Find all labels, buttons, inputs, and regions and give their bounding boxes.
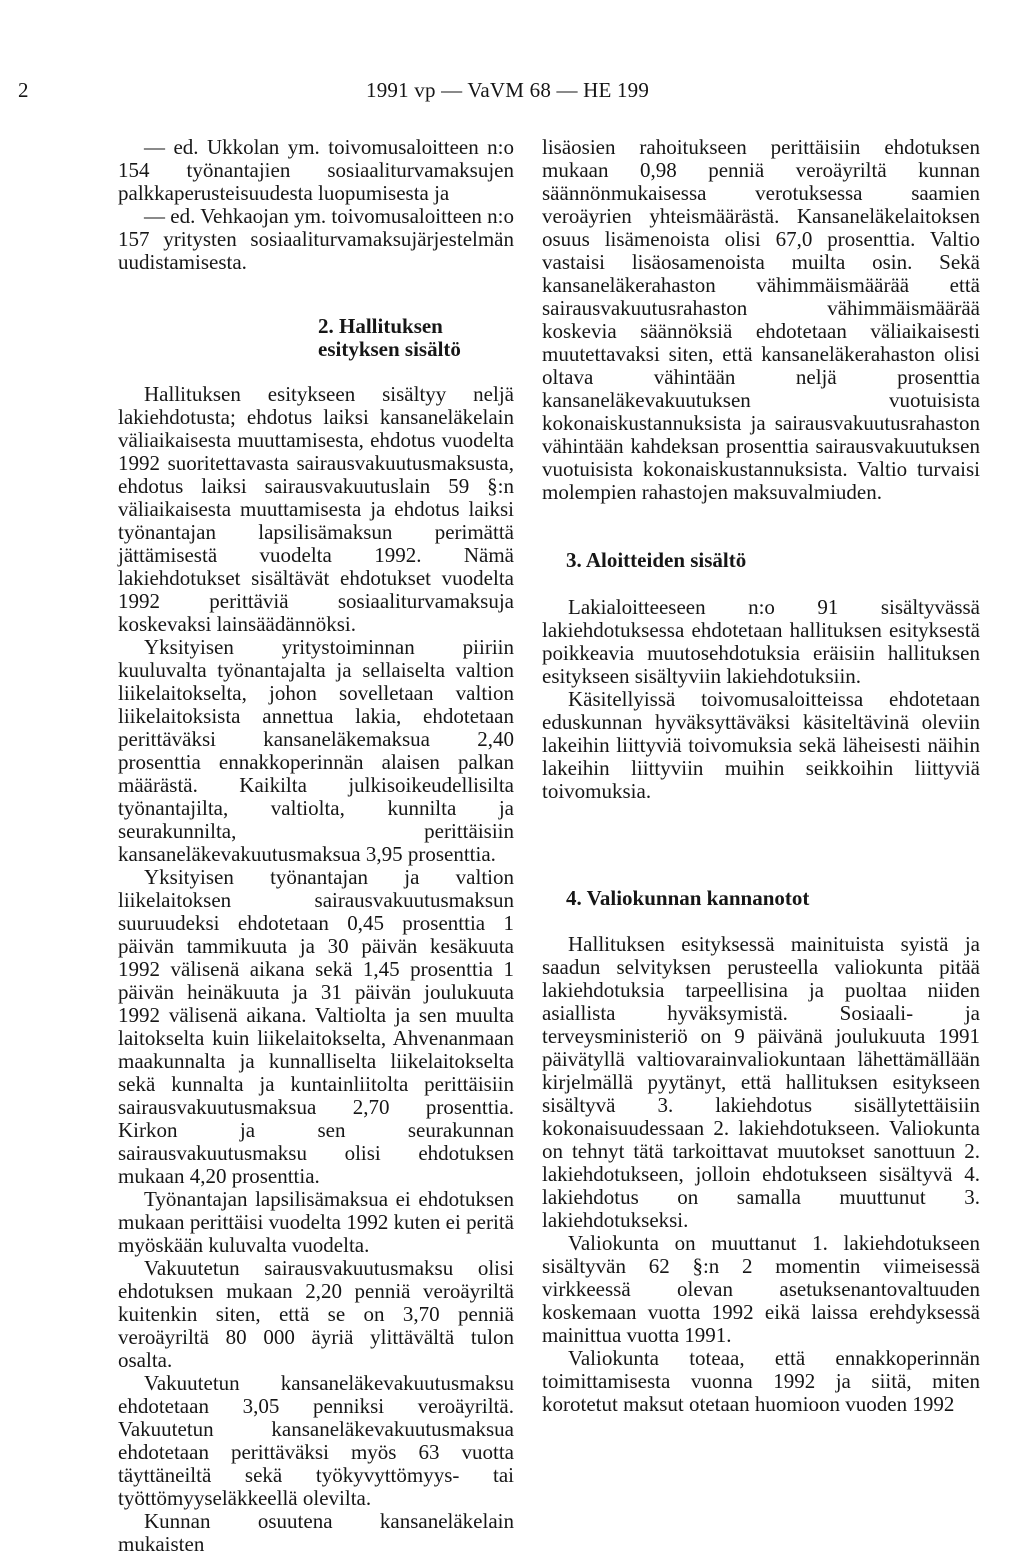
section-heading-4: 4. Valiokunnan kannanotot (566, 886, 810, 910)
body-paragraph: Hallituksen esityksessä mainituista syistä ja saadun selvityksen perusteella valiokunta pitää lakiehdotuksia tarpeellisina ja puoltaa niiden asiallista hyväksymistä. Sosiaali- ja terveysministeriö on 9 päivänä joulukuuta 1991 päivätyllä valtiovarainvaliokuntaan lähettämällään kirjelmällä pyytänyt, että hallituksen esitykseen sisältyvä 3. lakiehdotus sisällytettäisiin kokonaisuudessaan 2. lakiehdotukseen. Valiokunta on tehnyt tätä tarkoittavat muutokset sanottuun 2. lakiehdotukseen, jolloin ehdotukseen sisältyvä 4. lakiehdotus on samalla muuttunut 3. lakiehdotukseksi. (542, 932, 980, 1232)
body-paragraph: Käsitellyissä toivomusaloitteissa ehdotetaan eduskunnan hyväksyttäväksi käsiteltävinä oleviin lakeihin liittyviä toivomuksia sekä läheisesti näihin lakeihin liittyviin muihin seikkoihin liittyviä toivomuksia. (542, 687, 980, 803)
body-paragraph: lisäosien rahoitukseen perittäisiin ehdotuksen mukaan 0,98 penniä veroäyriltä kunnan säännönmukaisessa verotuksessa saamien veroäyrien yhteismäärästä. Kansaneläkelaitoksen osuus lisämenoista olisi 67,0 prosenttia. Valtio vastaisi lisäosamenoista muilta osin. Sekä kansaneläkerahaston vähimmäismäärää että sairausvakuutusrahaston vähimmäismäärää koskevia säännöksiä ehdotetaan väliaikaisesti muutettavaksi siten, että kansaneläkerahaston olisi oltava vähintään neljä prosenttia kansaneläkevakuutuksen vuotuisista kokonaiskustannuksista ja sairausvakuutusrahaston vähintään kahdeksan prosenttia sairausvakuutuksen vuotuisista kokonaiskustannuksista. Valtio turvaisi molempien rahastojen maksuvalmiuden. (542, 135, 980, 504)
section-heading-3: 3. Aloitteiden sisältö (566, 548, 747, 572)
body-paragraph: Lakialoitteeseen n:o 91 sisältyvässä lakiehdotuksessa ehdotetaan hallituksen esityksestä poikkeavia muutosehdotuksia eräisiin hallituksen esitykseen sisältyviin lakiehdotuksiin. (542, 595, 980, 688)
body-paragraph: Hallituksen esitykseen sisältyy neljä lakiehdotusta; ehdotus laiksi kansaneläkelain väliaikaisesta muuttamisesta, ehdotus vuodelta 1992 suoritettavasta sairausvakuutusmaksusta, ehdotus laiksi sairausvakuutuslain 59 §:n väliaikaisesta muuttamisesta ja ehdotus laiksi työnantajan lapsilisämaksun perimättä jättämisestä vuodelta 1992. Nämä lakiehdotukset sisältävät ehdotukset vuodelta 1992 perittäviä sosiaaliturvamaksuja koskevaksi lainsäädännöksi. (118, 382, 514, 636)
page-number: 2 (18, 78, 29, 102)
intro-paragraph: — ed. Vehkaojan ym. toivomusaloitteen n:o 157 yritysten sosiaaliturvamaksujärjestelmän uudistamisesta. (118, 204, 514, 274)
body-paragraph: Vakuutetun sairausvakuutusmaksu olisi ehdotuksen mukaan 2,20 penniä veroäyriltä kuitenkin siten, että se on 3,70 penniä veroäyriltä 80 000 äyriä ylittävältä tulon osalta. (118, 1256, 514, 1372)
body-paragraph: Valiokunta on muuttanut 1. lakiehdotukseen sisältyvän 62 §:n 2 momentin viimeisessä virkkeessä olevan asetuksenantovaltuuden koskemaan vuotta 1992 eikä laissa erehdyksessä mainittua vuotta 1991. (542, 1231, 980, 1347)
body-paragraph: Vakuutetun kansaneläkevakuutusmaksu ehdotetaan 3,05 penniksi veroäyriltä. Vakuutetun kansaneläkevakuutusmaksua ehdotetaan perittäväksi myös 63 vuotta täyttäneiltä sekä työkyvyttömyys- tai työttömyyseläkkeellä olevilta. (118, 1371, 514, 1510)
body-paragraph: Yksityisen yritystoiminnan piiriin kuuluvalta työnantajalta ja sellaiselta valtion liikelaitokselta, johon sovelletaan valtion liikelaitoksista annettua lakia, ehdotetaan perittäväksi kansaneläkemaksua 2,40 prosenttia ennakkoperinnän alaisen palkan määrästä. Kaikilta julkisoikeudellisilta työnantajilta, valtiolta, kunnilta ja seurakunnilta, perittäisiin kansaneläkevakuutusmaksua 3,95 prosenttia. (118, 635, 514, 866)
intro-paragraph: — ed. Ukkolan ym. toivomusaloitteen n:o 154 työnantajien sosiaaliturvamaksujen palkkaperusteisuudesta luopumisesta ja (118, 135, 514, 205)
left-column (118, 136, 514, 1556)
body-paragraph: Yksityisen työnantajan ja valtion liikelaitoksen sairausvakuutusmaksun suuruudeksi ehdotetaan 0,45 prosenttia 1 päivän tammikuuta ja 30 päivän kesäkuuta 1992 välisenä aikana sekä 1,45 prosenttia 1 päivän heinäkuuta ja 31 päivän joulukuuta 1992 välisenä aikana. Valtiolta ja sen muulta laitokselta kuin liikelaitokselta, Ahvenanmaan maakunnalta ja kunnalliselta liikelaitokselta sekä kunnalta ja kuntainliitolta perittäisiin sairausvakuutusmaksua 2,70 prosenttia. Kirkon ja sen seurakunnan sairausvakuutusmaksu olisi ehdotuksen mukaan 4,20 prosenttia. (118, 865, 514, 1188)
body-paragraph: Valiokunta toteaa, että ennakkoperinnän toimittamisesta vuonna 1992 ja siitä, miten korotetut maksut otetaan huomioon vuoden 1992 (542, 1346, 980, 1416)
section-heading-2: 2. Hallituksen esityksen sisältö (318, 314, 461, 361)
body-paragraph: Työnantajan lapsilisämaksua ei ehdotuksen mukaan perittäisi vuodelta 1992 kuten ei peritä myöskään kuluvalta vuodelta. (118, 1187, 514, 1257)
right-column (542, 136, 980, 1416)
running-header: 1991 vp — VaVM 68 — HE 199 (366, 78, 650, 102)
body-paragraph: Kunnan osuutena kansaneläkelain mukaisten (118, 1509, 514, 1556)
